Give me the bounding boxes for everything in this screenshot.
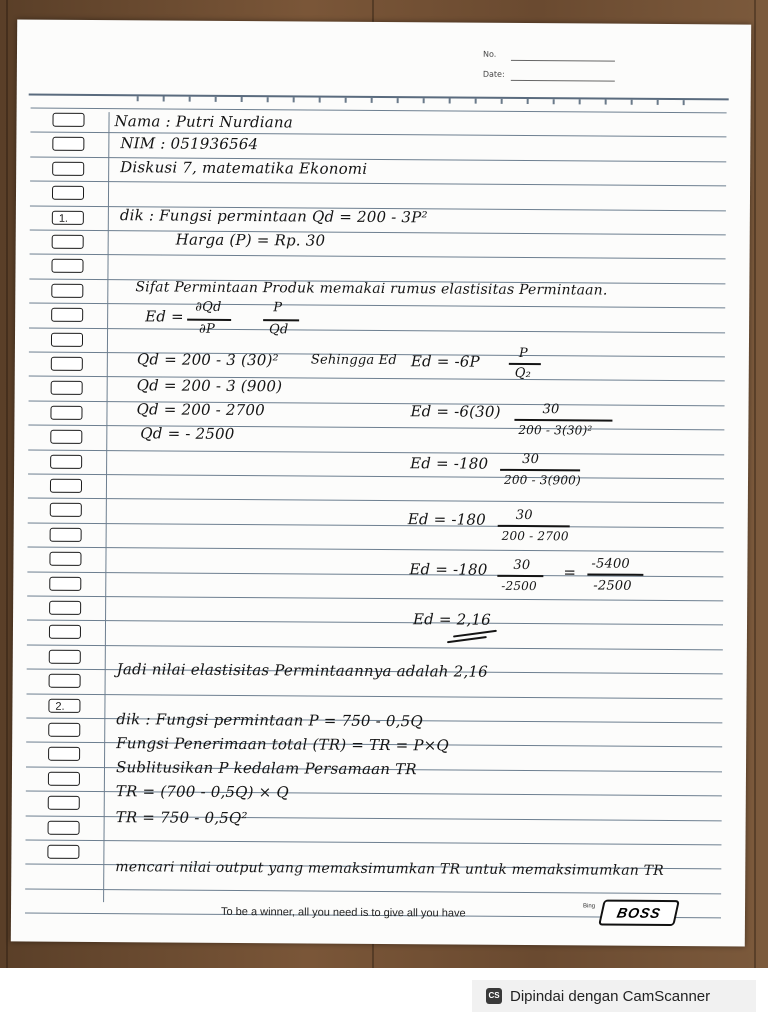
ruled-line — [27, 596, 723, 602]
ruled-line — [28, 425, 724, 431]
row-checkbox — [50, 503, 82, 517]
row-checkbox — [50, 454, 82, 468]
row-checkbox — [52, 113, 84, 127]
line-dik-1: dik : Fungsi permintaan Qd = 200 - 3P² — [119, 206, 428, 227]
brand-logo: BOSS — [598, 900, 680, 926]
top-rule — [29, 94, 729, 101]
row-checkbox — [50, 479, 82, 493]
top-tick — [241, 97, 243, 102]
row-checkbox — [51, 283, 83, 297]
ed-formula-left: Ed = — [145, 307, 184, 326]
top-tick — [553, 99, 555, 104]
ruled-line — [25, 888, 721, 894]
line-tr-1: TR = (700 - 0,5Q) × Q — [115, 782, 290, 802]
row-checkbox — [52, 161, 84, 175]
row-checkbox — [48, 747, 80, 761]
ed-e-den: -2500 — [501, 578, 537, 594]
line-jadi: Jadi nilai elastisitas Permintaannya adalah 2,16 — [116, 660, 488, 681]
line-tr: Fungsi Penerimaan total (TR) = TR = P×Q — [116, 734, 450, 755]
ed-b-den: 200 - 3(30)² — [518, 422, 593, 438]
ed-e-equals: = — [563, 563, 577, 582]
ed-c: Ed = -180 — [410, 454, 489, 473]
notebook-page — [11, 19, 751, 946]
row-checkbox — [50, 527, 82, 541]
top-tick — [683, 100, 685, 105]
ruled-line — [29, 327, 725, 333]
no-line — [511, 60, 615, 62]
ruled-line — [27, 644, 723, 650]
row-checkbox — [52, 235, 84, 249]
row-checkbox — [49, 576, 81, 590]
ruled-line — [29, 376, 725, 382]
row-checkbox — [51, 259, 83, 273]
row-checkbox — [49, 625, 81, 639]
top-tick — [397, 98, 399, 103]
frac1-den: ∂P — [199, 321, 215, 337]
ruled-line — [29, 303, 725, 309]
line-sifat: Sifat Permintaan Produk memakai rumus elastisitas Permintaan. — [135, 279, 608, 299]
ed-b-num: 30 — [542, 402, 560, 418]
ed-e-r-num: -5400 — [591, 556, 630, 572]
ruled-line — [28, 474, 724, 480]
ed-c-num: 30 — [522, 451, 540, 468]
top-tick — [449, 98, 451, 103]
ed-c-den: 200 - 3(900) — [503, 472, 581, 488]
top-tick — [189, 97, 191, 102]
row-checkbox — [50, 430, 82, 444]
ruled-line — [28, 498, 724, 504]
no-label: No. — [482, 49, 497, 59]
line-harga: Harga (P) = Rp. 30 — [175, 230, 326, 250]
line-tr-2: TR = 750 - 0,5Q² — [115, 808, 248, 828]
row-checkbox — [52, 137, 84, 151]
ed-a: Ed = -6P — [410, 352, 480, 371]
top-tick — [527, 99, 529, 104]
top-tick — [371, 98, 373, 103]
row-checkbox — [49, 674, 81, 688]
frac2-den: Qd — [269, 322, 289, 338]
row-checkbox — [48, 796, 80, 810]
brand-small: Bing — [583, 903, 596, 910]
top-tick — [293, 97, 295, 102]
line-mencari: mencari nilai output yang memaksimumkan TR untuk memaksimumkan TR — [115, 859, 665, 879]
ruled-line — [30, 254, 726, 260]
top-tick — [163, 96, 165, 101]
top-tick — [501, 99, 503, 104]
row-checkbox — [48, 723, 80, 737]
top-tick — [215, 97, 217, 102]
line-qd-4: Qd = - 2500 — [140, 424, 235, 443]
row-checkbox — [51, 308, 83, 322]
row-checkbox — [49, 552, 81, 566]
top-tick — [423, 98, 425, 103]
row-checkbox — [51, 332, 83, 346]
frac1-num: ∂Qd — [195, 299, 222, 315]
wood-seam — [754, 0, 756, 968]
row-checkbox — [48, 771, 80, 785]
row-checkbox — [48, 820, 80, 834]
row-checkbox — [47, 845, 79, 859]
row-checkbox: 1. — [52, 210, 84, 224]
top-tick — [657, 100, 659, 105]
line-diskusi: Diskusi 7, matematika Ekonomi — [120, 158, 368, 178]
ruled-line — [30, 181, 726, 187]
row-checkbox — [49, 649, 81, 663]
date-line — [511, 80, 615, 82]
top-tick — [319, 98, 321, 103]
camscanner-text: Dipindai dengan CamScanner — [510, 987, 711, 1005]
camscanner-icon: CS — [486, 988, 502, 1004]
line-qd-1: Qd = 200 - 3 (30)² — [136, 350, 279, 370]
ed-d-num: 30 — [515, 507, 533, 524]
row-checkbox — [51, 357, 83, 371]
top-tick — [345, 98, 347, 103]
row-checkbox — [52, 186, 84, 200]
wood-seam — [6, 0, 8, 968]
ruled-line — [25, 840, 721, 846]
date-label: Date: — [482, 69, 505, 79]
ruled-line — [27, 693, 723, 699]
ed-a-den: Q₂ — [514, 365, 532, 382]
row-checkbox — [49, 601, 81, 615]
ruled-line — [29, 400, 725, 406]
ed-e: Ed = -180 — [409, 560, 488, 579]
ruled-line — [28, 449, 724, 455]
ed-a-num: P — [518, 345, 528, 362]
camscanner-watermark — [472, 980, 756, 1012]
ruled-line — [28, 547, 724, 553]
row-checkbox: 2. — [48, 698, 80, 712]
ruled-line — [28, 522, 724, 528]
top-tick — [631, 100, 633, 105]
ruled-line — [27, 620, 723, 626]
top-tick — [267, 97, 269, 102]
line-subs: Sublitusikan P kedalam Persamaan TR — [115, 758, 417, 779]
line-qd-3: Qd = 200 - 2700 — [136, 400, 265, 420]
top-tick — [579, 99, 581, 104]
top-tick — [475, 99, 477, 104]
underline-stroke — [453, 630, 497, 638]
sehingga-label: Sehingga Ed — [310, 352, 397, 369]
ed-e-num: 30 — [513, 557, 531, 574]
ed-e-r-den: -2500 — [593, 578, 632, 594]
frac2-num: P — [273, 300, 283, 316]
ed-b: Ed = -6(30) — [410, 402, 501, 421]
ed-d: Ed = -180 — [407, 510, 486, 529]
row-checkbox — [50, 405, 82, 419]
row-checkbox — [51, 381, 83, 395]
footer-motto: To be a winner, all you need is to give all you have — [220, 905, 466, 920]
ed-final: Ed = 2,16 — [412, 610, 491, 629]
line-qd-2: Qd = 200 - 3 (900) — [136, 376, 283, 396]
line-dik-2: dik : Fungsi permintaan P = 750 - 0,5Q — [116, 710, 423, 731]
ed-d-den: 200 - 2700 — [501, 528, 569, 544]
ruled-line — [30, 230, 726, 236]
top-tick — [605, 100, 607, 105]
top-tick — [137, 96, 139, 101]
line-nama: Nama : Putri Nurdiana — [114, 112, 294, 132]
line-nim: NIM : 051936564 — [120, 134, 259, 154]
